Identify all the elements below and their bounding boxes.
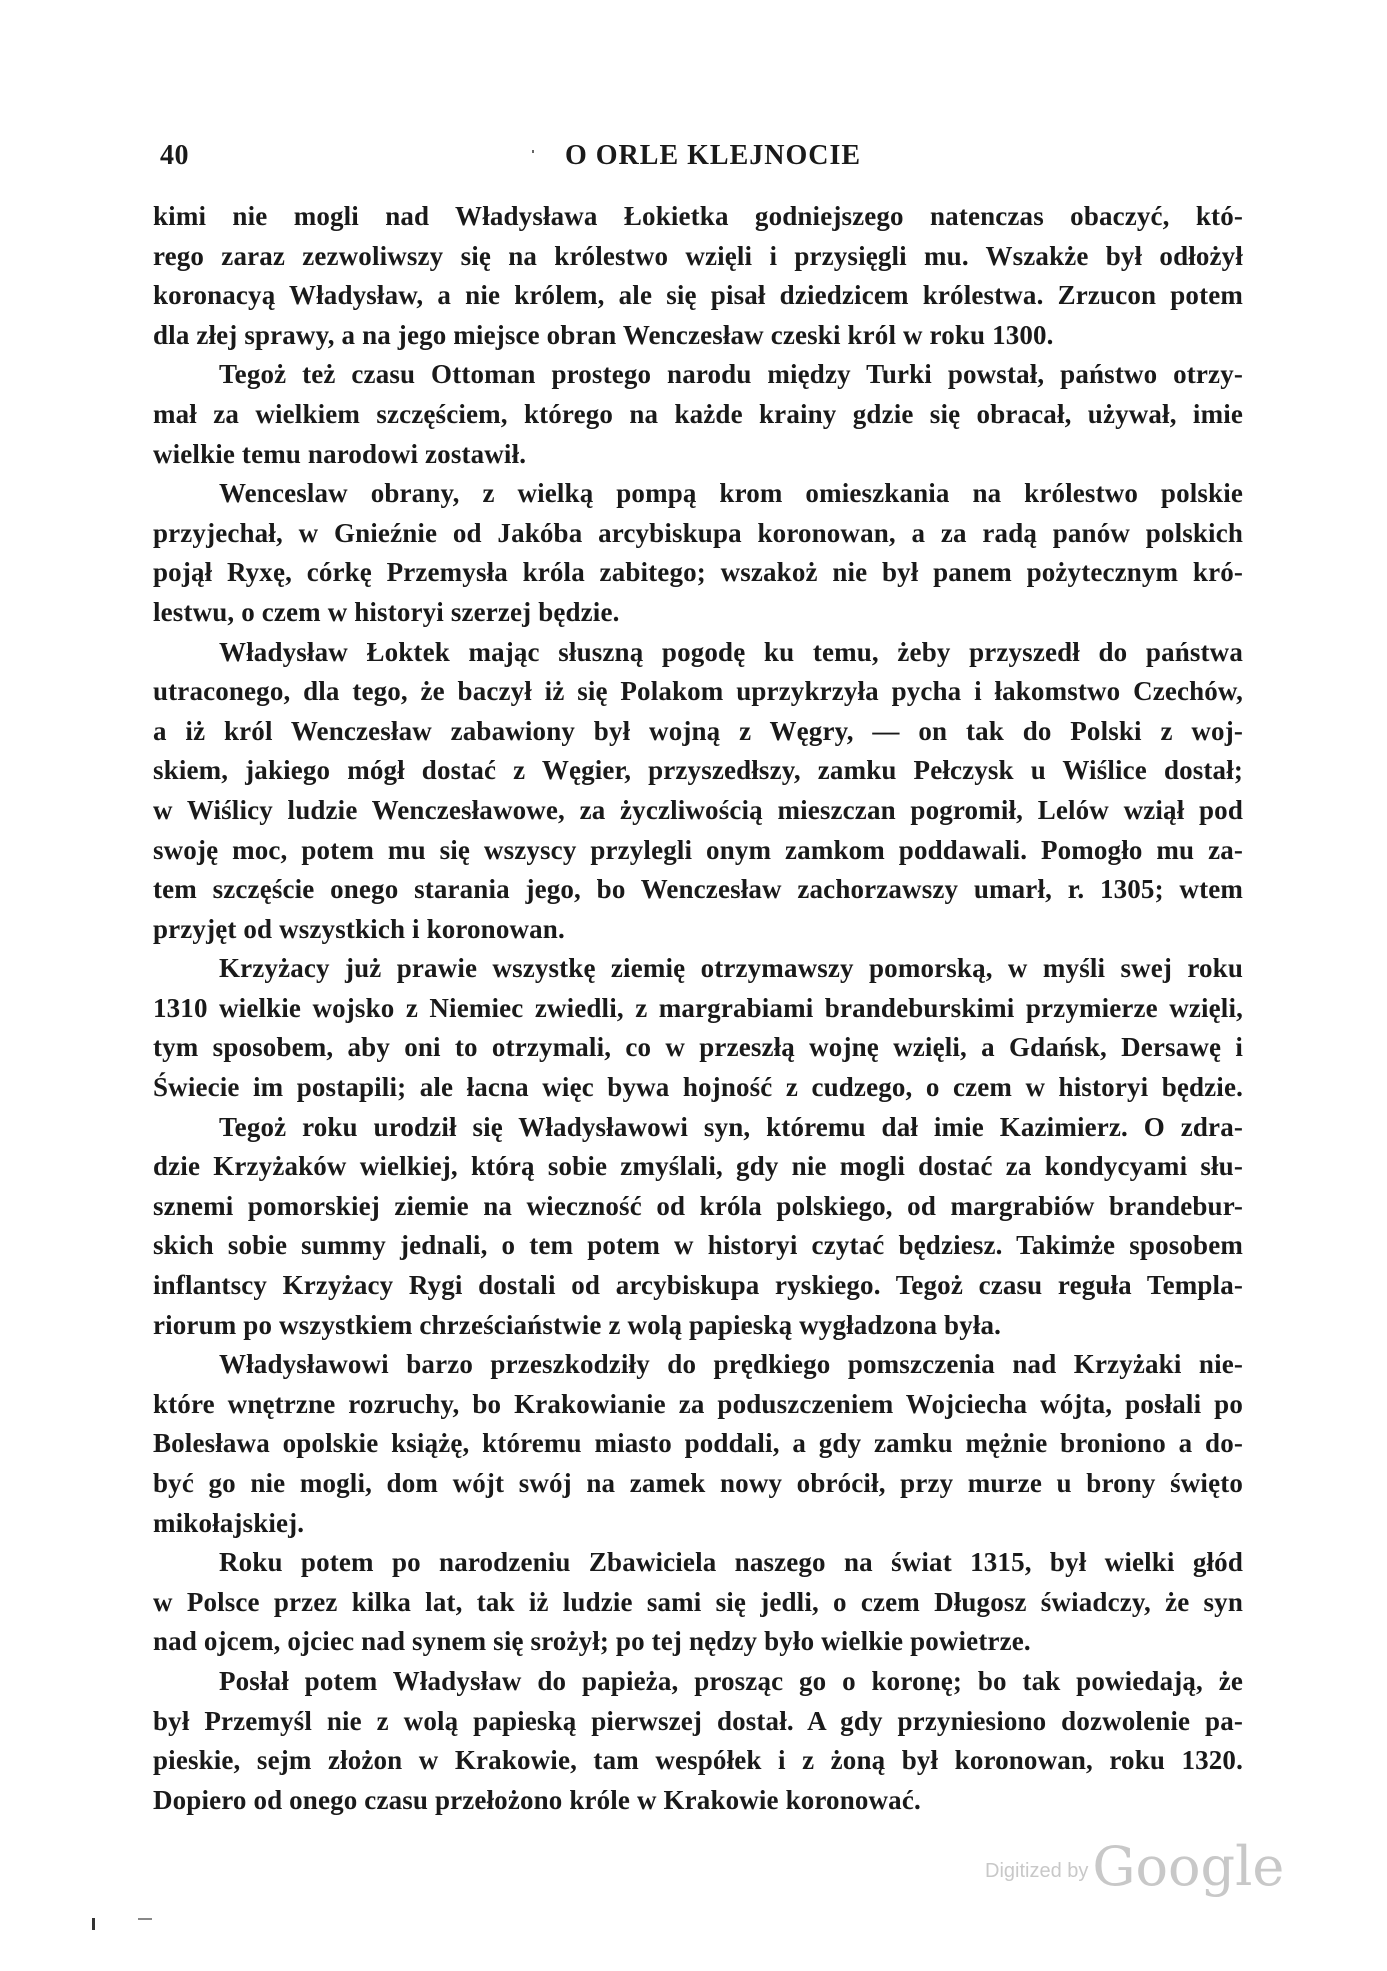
text-line: był Przemyśl nie z wolą papieską pierwszej dostał. A gdy przyniesiono dozwolenie pa- <box>153 1705 1243 1736</box>
text-line: w Polsce przez kilka lat, tak iż ludzie sami się jedli, o czem Długosz świadczy, że syn <box>153 1586 1243 1617</box>
text-line: nad ojcem, ojciec nad synem się srożył; po tej nędzy było wielkie powietrze. <box>153 1626 1031 1657</box>
text-line: tem szczęście onego starania jego, bo Wenczesław zachorzawszy umarł, r. 1305; wtem <box>153 874 1243 905</box>
text-line: przyjechał, w Gnieźnie od Jakóba arcybiskupa koronowan, a za radą panów polskich <box>153 517 1243 548</box>
body-text <box>153 197 1243 1820</box>
text-line: pieskie, sejm złożon w Krakowie, tam wespółek i z żoną był koronowan, roku 1320. <box>153 1745 1243 1776</box>
text-line: Świecie im postapili; ale łacna więc bywa hojność z cudzego, o czem w historyi będzie. <box>153 1072 1243 1103</box>
text-line: riorum po wszystkiem chrześciaństwie z wolą papieską wygładzona była. <box>153 1309 1002 1340</box>
text-line: kimi nie mogli nad Władysława Łokietka godniejszego natenczas obaczyć, któ- <box>153 201 1243 231</box>
text-line: a iż król Wenczesław zabawiony był wojną z Węgry, — on tak do Polski z woj- <box>153 715 1243 746</box>
text-line: lestwu, o czem w historyi szerzej będzie. <box>153 596 620 627</box>
text-line: skiem, jakiego mógł dostać z Węgier, przyszedłszy, zamku Pełczysk u Wiślice dostał; <box>153 755 1243 786</box>
text-line: Władysławowi barzo przeszkodziły do prędkiego pomszczenia nad Krzyżaki nie- <box>219 1349 1243 1380</box>
scan-speck <box>138 1918 152 1920</box>
text-line: Tegoż też czasu Ottoman prostego narodu między Turki powstał, państwo otrzy- <box>219 359 1243 390</box>
digitized-by-google-watermark <box>985 1835 1284 1898</box>
text-line: Wenceslaw obrany, z wielką pompą krom omieszkania na królestwo polskie <box>219 478 1243 509</box>
text-line: mikołajskiej. <box>153 1507 305 1538</box>
text-line: Dopiero od onego czasu przełożono króle w Krakowie koronować. <box>153 1784 921 1815</box>
text-line: Posłał potem Władysław do papieża, prosząc go o koronę; bo tak powiedają, że <box>219 1665 1243 1696</box>
text-line: Władysław Łoktek mając słuszną pogodę ku temu, żeby przyszedł do państwa <box>219 636 1243 667</box>
page-header <box>160 140 1270 180</box>
text-line: Krzyżacy już prawie wszystkę ziemię otrzymawszy pomorską, w myśli swej roku <box>219 953 1243 984</box>
text-line: tym sposobem, aby oni to otrzymali, co w przeszłą wojnę wzięli, a Gdańsk, Dersawę i <box>153 1032 1243 1063</box>
text-line: przyjęt od wszystkich i koronowan. <box>153 913 565 944</box>
text-line: Bolesława opolskie książę, któremu miasto poddali, a gdy zamku mężnie broniono a do- <box>153 1428 1243 1459</box>
text-line: wielkie temu narodowi zostawił. <box>153 438 527 469</box>
text-line: być go nie mogli, dom wójt swój na zamek nowy obrócił, przy murze u brony święto <box>153 1468 1243 1498</box>
text-line: sznemi pomorskiej ziemie na wieczność od króla polskiego, od margrabiów brandebur- <box>153 1190 1243 1221</box>
text-line: mał za wielkiem szczęściem, którego na każde krainy gdzie się obracał, używał, imie <box>153 398 1243 429</box>
text-line: w Wiślicy ludzie Wenczesławowe, za życzliwością mieszczan pogromił, Lelów wziął pod <box>153 794 1243 825</box>
google-logo-text: Google <box>1092 1835 1285 1898</box>
running-title: O ORLE KLEJNOCIE <box>565 140 862 171</box>
text-line: Roku potem po narodzeniu Zbawiciela naszego na świat 1315, był wielki głód <box>219 1547 1243 1578</box>
text-line: dla złej sprawy, a na jego miejsce obran Wenczesław czeski król w roku 1300. <box>153 319 1054 350</box>
text-line: skich sobie summy jednali, o tem potem w historyi czytać będziesz. Takimże sposobem <box>153 1230 1243 1261</box>
text-line: Tegoż roku urodził się Władysławowi syn, któremu dał imie Kazimierz. O zdra- <box>219 1111 1243 1142</box>
scan-speck <box>92 1918 95 1930</box>
text-line: dzie Krzyżaków wielkiej, którą sobie zmyślali, gdy nie mogli dostać za kondycyami słu- <box>153 1151 1243 1182</box>
scan-speck <box>532 150 534 153</box>
text-line: swoję moc, potem mu się wszyscy przylegli onym zamkom poddawali. Pomogło mu za- <box>153 834 1243 865</box>
page-number: 40 <box>160 140 189 171</box>
text-line: koronacyą Władysław, a nie królem, ale się pisał dziedzicem królestwa. Zrzucon potem <box>153 280 1243 311</box>
text-line: utraconego, dla tego, że baczył iż się Polakom uprzykrzyła pycha i łakomstwo Czechów, <box>153 676 1243 707</box>
text-line: inflantscy Krzyżacy Rygi dostali od arcybiskupa ryskiego. Tegoż czasu reguła Templa- <box>153 1270 1243 1301</box>
text-line: rego zaraz zezwoliwszy się na królestwo wzięli i przysięgli mu. Wszakże był odłożył <box>153 240 1243 271</box>
digitized-by-label: Digitized by <box>985 1860 1089 1882</box>
text-line: które wnętrzne rozruchy, bo Krakowianie za poduszczeniem Wojciecha wójta, posłali po <box>153 1388 1243 1419</box>
text-line: pojął Ryxę, córkę Przemysła króla zabitego; wszakoż nie był panem pożytecznym kró- <box>153 557 1243 588</box>
text-line: 1310 wielkie wojsko z Niemiec zwiedli, z margrabiami brandeburskimi przymierze wzięli, <box>153 992 1243 1023</box>
